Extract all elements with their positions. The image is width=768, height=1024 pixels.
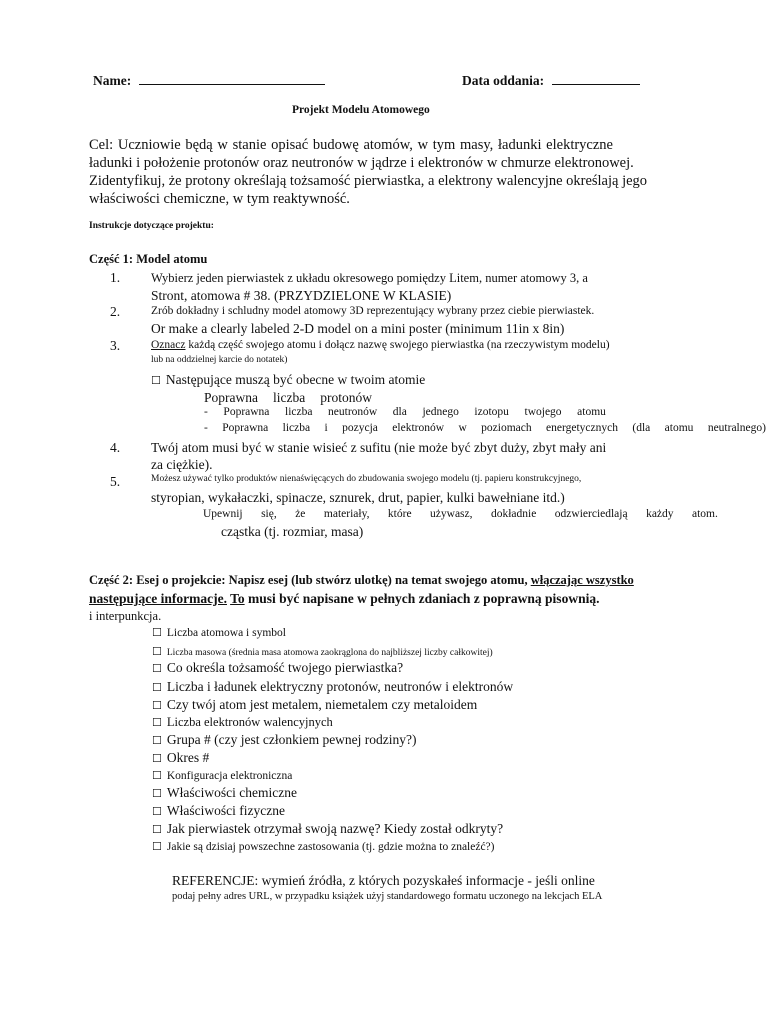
checklist-text: Właściwości fizyczne [166, 803, 285, 818]
word: atom. [692, 508, 718, 520]
word: liczba [282, 422, 311, 434]
word: że [295, 508, 306, 520]
part2-line1 [89, 573, 634, 588]
word: Poprawna [204, 390, 258, 405]
word: elektronów [392, 422, 445, 434]
item2-line2: Or make a clearly labeled 2-D model on a mini poster (minimum 11in x 8in) [151, 321, 565, 336]
word: neutronów [328, 406, 378, 418]
part2-underlined-2: następujące informacje. [89, 591, 227, 606]
checkbox-icon: ☐ [152, 645, 162, 658]
part2-heading: Część 2: Esej o projekcie: Napisz esej (lub stwórz ulotkę) na temat swojego atomu, [89, 573, 531, 587]
checkbox-icon: ☐ [152, 681, 162, 694]
date-field-row [462, 70, 640, 89]
word: Poprawna [222, 422, 269, 434]
item5-line2: styropian, wykałaczki, spinacze, sznurek, drut, papier, kulki bawełniane itd.) [151, 490, 565, 505]
checkbox-icon: ☐ [152, 699, 162, 712]
checklist-text: Czy twój atom jest metalem, niemetalem czy metaloidem [166, 697, 478, 712]
item5-number: 5. [110, 474, 121, 489]
word: się, [261, 508, 277, 520]
checklist-item [152, 697, 477, 713]
checklist-text: Liczba elektronów walencyjnych [166, 715, 333, 729]
item3-number: 3. [110, 338, 121, 353]
item1-number: 1. [110, 270, 121, 285]
protons-line [204, 390, 372, 406]
goal-line-1: Cel: Uczniowie będą w stanie opisać budowę atomów, w tym masy, ładunki elektryczne [89, 137, 613, 153]
checklist-text: Liczba i ładunek elektryczny protonów, neutronów i elektronów [166, 679, 514, 694]
part1-heading: Część 1: Model atomu [89, 252, 208, 266]
checklist-item [152, 679, 513, 695]
checkbox-icon: ☐ [151, 374, 161, 387]
must-have-line [151, 372, 425, 388]
item1-line2: Stront, atomowa # 38. (PRZYDZIELONE W KLASIE) [151, 288, 452, 303]
word: odzwierciedlają [554, 508, 628, 520]
item3-label-underlined: Oznacz [151, 339, 186, 351]
part2-line2-text: musi być napisane w pełnych zdaniach z poprawną pisownią. [244, 591, 600, 606]
checkbox-icon: ☐ [152, 734, 162, 747]
goal-line-4: właściwości chemiczne, w tym reaktywność. [89, 191, 350, 207]
checklist-item [152, 821, 503, 837]
checklist-item [152, 750, 209, 766]
checklist-text: Okres # [166, 750, 210, 765]
dash: - [204, 406, 208, 418]
item2-number: 2. [110, 304, 121, 319]
word: protonów [320, 390, 372, 405]
name-blank-line[interactable] [139, 70, 325, 85]
word: materiały, [323, 508, 370, 520]
checkbox-icon: ☐ [152, 769, 162, 782]
checklist-text: Co określa tożsamość twojego pierwiastka? [166, 660, 404, 675]
word: Upewnij [203, 508, 243, 520]
checklist-text: Właściwości chemiczne [166, 785, 297, 800]
word: poziomach [481, 422, 532, 434]
checklist-item [152, 769, 292, 782]
word: dla [392, 406, 407, 418]
word: liczba [285, 406, 313, 418]
goal-line-3: Zidentyfikuj, że protony określają tożsamość pierwiastka, a elektrony walencyjne określają jego [89, 173, 648, 189]
item3-line1 [151, 339, 610, 351]
checkbox-icon: ☐ [152, 752, 162, 765]
word: atomu [664, 422, 694, 434]
neutrons-line [204, 406, 606, 418]
references-line2: podaj pełny adres URL, w przypadku książek użyj standardowego formatu uczonego na lekcjach ELA [172, 891, 603, 902]
word: liczba [273, 390, 306, 405]
dash: - [204, 422, 208, 434]
item4-number: 4. [110, 440, 121, 455]
part2-underlined-3: To [230, 591, 245, 606]
item2-line1: Zrób dokładny i schludny model atomowy 3D reprezentujący wybrany przez ciebie pierwiastek. [151, 305, 595, 317]
page-title: Projekt Modelu Atomowego [292, 104, 430, 116]
word: neutralnego) [707, 422, 766, 434]
checkbox-icon: ☐ [152, 626, 162, 639]
date-label: Data oddania: [462, 73, 545, 88]
must-have-text: Następujące muszą być obecne w twoim atomie [165, 372, 426, 387]
checklist-item [152, 732, 417, 748]
item4-line2: za ciężkie). [151, 457, 213, 472]
checklist-item [152, 803, 285, 819]
checkbox-icon: ☐ [152, 823, 162, 836]
item4-line1: Twój atom musi być w stanie wisieć z sufitu (nie może być zbyt duży, zbyt mały ani [151, 440, 607, 455]
ensure-line2: cząstka (tj. rozmiar, masa) [221, 524, 364, 539]
word: każdy [646, 508, 674, 520]
item3-line1-text: każdą część swojego atomu i dołącz nazwę swojego pierwiastka (na rzeczywistym modelu) [185, 339, 610, 351]
checkbox-icon: ☐ [152, 840, 162, 853]
word: jednego [422, 406, 459, 418]
word: Poprawna [223, 406, 270, 418]
ensure-line1 [203, 508, 718, 520]
item3-line2: lub na oddzielnej karcie do notatek) [151, 355, 288, 365]
checklist-text: Liczba atomowa i symbol [166, 627, 286, 639]
checklist-text: Konfiguracja elektroniczna [166, 770, 293, 782]
name-label: Name: [93, 73, 132, 88]
word: twojego [524, 406, 562, 418]
name-field-row [93, 70, 325, 89]
item5-line1: Możesz używać tylko produktów nienaświęcących do zbudowania swojego modelu (tj. papieru konstrukcyjnego, [151, 474, 582, 484]
electrons-line [204, 422, 766, 434]
checklist-item [152, 660, 403, 676]
checklist-item [152, 645, 493, 658]
part2-line3: i interpunkcja. [89, 609, 162, 623]
checkbox-icon: ☐ [152, 787, 162, 800]
word: w [458, 422, 467, 434]
checklist-item [152, 626, 286, 639]
references-line1: REFERENCJE: wymień źródła, z których pozyskałeś informacje - jeśli online [172, 873, 595, 888]
word: dokładnie [490, 508, 537, 520]
word: (dla [632, 422, 651, 434]
word: używasz, [430, 508, 473, 520]
part2-underlined-1: włączając wszystko [530, 573, 634, 587]
checklist-item [152, 715, 333, 730]
checklist-item [152, 785, 297, 801]
checklist-text: Jak pierwiastek otrzymał swoją nazwę? Kiedy został odkryty? [166, 821, 504, 836]
checklist-item [152, 840, 495, 853]
instructions-heading: Instrukcje dotyczące projektu: [89, 221, 214, 231]
goal-line-2: ładunki i położenie protonów oraz neutronów w jądrze i elektronów w chmurze elektronowej. [89, 155, 634, 171]
checkbox-icon: ☐ [152, 662, 162, 675]
checkbox-icon: ☐ [152, 716, 162, 729]
word: energetycznych [546, 422, 618, 434]
checklist-text: Liczba masowa (średnia masa atomowa zaokrąglona do najbliższej liczby całkowitej) [166, 648, 493, 658]
goal-paragraph [89, 136, 648, 208]
checklist-text: Grupa # (czy jest członkiem pewnej rodziny?) [166, 732, 417, 747]
word: izotopu [474, 406, 509, 418]
part2-line2 [89, 591, 599, 607]
word: które [387, 508, 412, 520]
item1-line1: Wybierz jeden pierwiastek z układu okresowego pomiędzy Litem, numer atomowy 3, a [151, 271, 588, 285]
word: i [324, 422, 328, 434]
word: atomu [577, 406, 606, 418]
word: pozycja [342, 422, 378, 434]
checkbox-icon: ☐ [152, 805, 162, 818]
date-blank-line[interactable] [552, 70, 640, 85]
checklist-text: Jakie są dzisiaj powszechne zastosowania (tj. gdzie można to znaleźć?) [166, 841, 495, 853]
